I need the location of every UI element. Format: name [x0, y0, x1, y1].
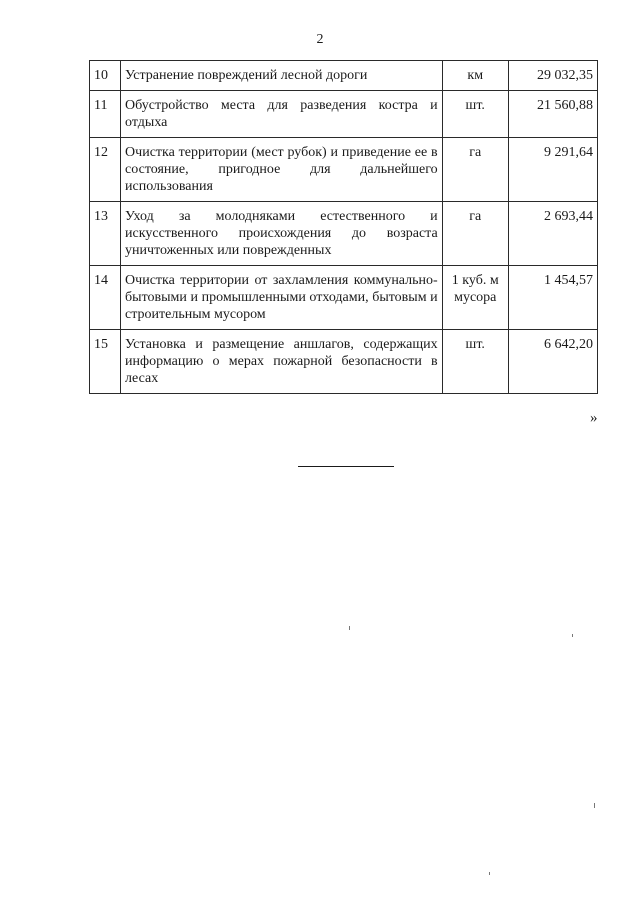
scan-speck — [594, 803, 595, 808]
row-number: 12 — [90, 138, 121, 202]
scan-speck — [489, 872, 490, 875]
row-unit: шт. — [442, 330, 508, 394]
row-description: Обустройство места для разведения костра и отдыха — [121, 91, 443, 138]
row-description: Очистка территории от захламления коммунально-бытовыми и промышленными отходами, бытовым и строительным мусором — [121, 266, 443, 330]
row-price: 6 642,20 — [508, 330, 597, 394]
table-row — [90, 61, 598, 91]
row-description: Уход за молодняками естественного и искусственного происхождения до возраста уничтоженных или поврежденных — [121, 202, 443, 266]
row-number: 14 — [90, 266, 121, 330]
table-row — [90, 266, 598, 330]
row-number: 10 — [90, 61, 121, 91]
row-price: 21 560,88 — [508, 91, 597, 138]
row-price: 1 454,57 — [508, 266, 597, 330]
row-price: 29 032,35 — [508, 61, 597, 91]
table-row — [90, 138, 598, 202]
rates-table — [89, 60, 598, 394]
row-description: Установка и размещение аншлагов, содержащих информацию о мерах пожарной безопасности в лесах — [121, 330, 443, 394]
table-row — [90, 91, 598, 138]
row-description: Очистка территории (мест рубок) и приведение ее в состояние, пригодное для дальнейшего использования — [121, 138, 443, 202]
row-price: 9 291,64 — [508, 138, 597, 202]
row-number: 13 — [90, 202, 121, 266]
scan-speck — [572, 634, 573, 637]
scan-speck — [349, 626, 350, 630]
row-number: 15 — [90, 330, 121, 394]
row-unit: га — [442, 202, 508, 266]
row-unit: км — [442, 61, 508, 91]
row-unit: га — [442, 138, 508, 202]
closing-quote: » — [590, 410, 598, 426]
row-description: Устранение повреждений лесной дороги — [121, 61, 443, 91]
table-row — [90, 330, 598, 394]
row-unit: 1 куб. м мусора — [442, 266, 508, 330]
page-number: 2 — [316, 32, 324, 47]
end-rule — [298, 466, 394, 467]
row-price: 2 693,44 — [508, 202, 597, 266]
row-unit: шт. — [442, 91, 508, 138]
row-number: 11 — [90, 91, 121, 138]
table-row — [90, 202, 598, 266]
